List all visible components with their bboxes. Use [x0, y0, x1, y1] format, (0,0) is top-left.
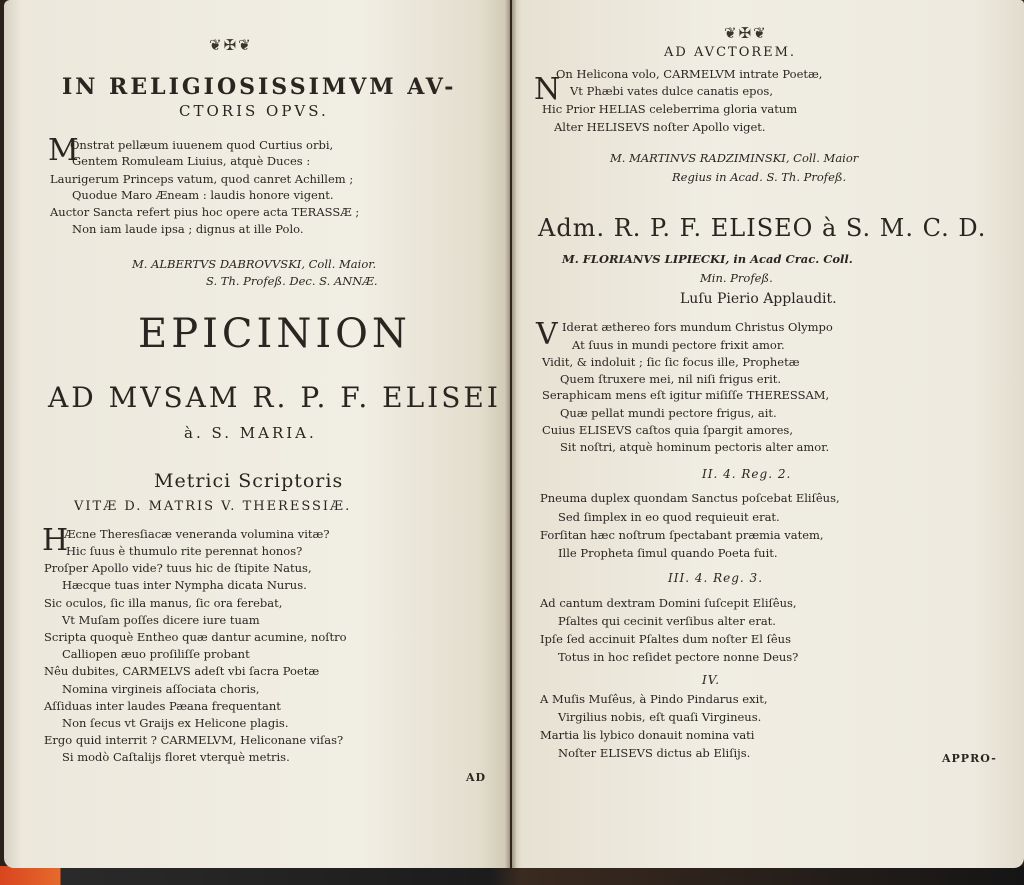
left-page: [4, 0, 510, 868]
poem2-line: Non ſecus vt Graijs ex Helicone plagis.: [62, 716, 289, 730]
poem6-line: Totus in hoc reſidet pectore nonne Deus?: [558, 650, 799, 664]
right-page: [512, 0, 1024, 868]
poem4-line: Seraphicam mens eſt igitur miſiſſe THERESSAM,: [542, 388, 830, 402]
poem4-line: Sit noſtri, atquè hominum pectoris alter amor.: [560, 440, 830, 454]
poem7-line: A Muſis Muſêus, à Pindo Pindarus exit,: [540, 692, 768, 706]
adm-heading: Adm. R. P. F. ELISEO à S. M. C. D.: [538, 214, 987, 242]
signature-2-line-2: Regius in Acad. S. Th. Profeß.: [672, 170, 847, 184]
ad-musam-heading: AD MVSAM R. P. F. ELISEI: [48, 381, 501, 414]
poem2-line: Nomina virgineis aſſociata choris,: [62, 682, 260, 696]
poem7-line: Virgilius nobis, eſt quaſi Virgineus.: [558, 710, 762, 724]
poem1-line: Auctor Sancta refert pius hoc opere acta TERASSÆ ;: [50, 205, 360, 219]
table-surface: [0, 866, 1024, 885]
poem3-line: Alter HELISEVS noſter Apollo viget.: [554, 120, 766, 134]
drop-initial-h: H: [42, 523, 69, 558]
book-gutter: [505, 0, 517, 868]
poem1-line: Laurigerum Princeps vatum, quod canret Achillem ;: [50, 172, 354, 186]
epicinion-heading: EPICINION: [138, 311, 411, 357]
ad-auctorem-heading: AD AVCTOREM.: [664, 45, 797, 60]
signature-2-line-1: M. MARTINVS RADZIMINSKI, Coll. Maior: [610, 151, 859, 165]
poem4-line: At ſuus in mundi pectore frixit amor.: [572, 338, 785, 352]
poem1-line: Non iam laude ipsa ; dignus at ille Polo.: [72, 222, 304, 236]
poem7-line: Noſter ELISEVS dictus ab Eliſijs.: [558, 746, 751, 760]
lusu-heading: Luſu Pierio Applaudit.: [680, 291, 837, 307]
ornament-left: ❦✠❦: [209, 36, 253, 54]
signature-3-line-2: Min. Profeß.: [700, 271, 773, 285]
catchword-right: APPRO-: [942, 752, 997, 765]
signature-1-line-2: S. Th. Profeß. Dec. S. ANNÆ.: [206, 274, 378, 288]
reference-1: II. 4. Reg. 2.: [702, 467, 792, 481]
a-maria-heading: à. S. MARIA.: [184, 424, 317, 442]
catchword-left: AD: [466, 771, 487, 784]
poem1-line: Quodue Maro Æneam : laudis honore vigent.: [72, 188, 334, 202]
poem2-line: Calliopen æuo proſiliſſe probant: [62, 647, 250, 661]
poem6-line: Pſaltes qui cecinit verſibus alter erat.: [558, 614, 776, 628]
title-line-1: IN RELIGIOSISSIMVM AV-: [62, 74, 457, 100]
poem6-line: Ad cantum dextram Domini ſuſcepit Eliſêus,: [540, 596, 797, 610]
poem3-line: Hic Prior HELIAS celeberrima gloria vatum: [542, 102, 798, 116]
poem5-line: Ille Propheta ſimul quando Poeta fuit.: [558, 546, 778, 560]
poem4-line: Vidit, & indoluit ; ſic ſic focus ille, Prophetæ: [542, 355, 800, 369]
poem4-line: Iderat æthereo fors mundum Christus Olympo: [562, 320, 833, 334]
reference-3: IV.: [702, 673, 721, 687]
poem2-line: Nêu dubites, CARMELVS adeſt vbi ſacra Poetæ: [44, 664, 320, 678]
poem2-line: Vt Muſam poſſes dicere iure tuam: [62, 613, 260, 627]
poem2-line: Proſper Apollo vide? tuus hic de ſtipite Natus,: [44, 561, 312, 575]
poem7-line: Martia lis lybico donauit nomina vati: [540, 728, 755, 742]
poem2-line: Hæcque tuas inter Nympha dicata Nurus.: [62, 578, 307, 592]
poem2-line: Aſſiduas inter laudes Pæana frequentant: [44, 699, 281, 713]
poem2-line: Scripta quoquè Entheo quæ dantur acumine, noſtro: [44, 630, 347, 644]
signature-1-line-1: M. ALBERTVS DABROVVSKI, Coll. Maior.: [132, 257, 377, 271]
poem5-line: Forſitan hæc noſtrum ſpectabant præmia vatem,: [540, 528, 824, 542]
poem5-line: Pneuma duplex quondam Sanctus poſcebat Eliſêus,: [540, 491, 840, 505]
poem2-line: Hic ſuus è thumulo rite perennat honos?: [66, 544, 303, 558]
poem2-line: Sic oculos, ſic illa manus, ſic ora ferebat,: [44, 596, 283, 610]
poem3-line: On Helicona volo, CARMELVM intrate Poetæ,: [556, 67, 823, 81]
metrici-heading: Metrici Scriptoris: [154, 470, 344, 492]
ornament-right: ❦✠❦: [724, 24, 768, 42]
poem4-line: Cuius ELISEVS caſtos quia ſpargit amores,: [542, 423, 793, 437]
bleed-through: [364, 98, 370, 113]
drop-initial-n: N: [534, 72, 561, 107]
poem2-line: Ergo quid interrit ? CARMELVM, Heliconane viſas?: [44, 733, 344, 747]
drop-initial-m: M: [48, 133, 79, 168]
poem5-line: Sed ſimplex in eo quod requieuit erat.: [558, 510, 780, 524]
reference-2: III. 4. Reg. 3.: [668, 571, 764, 585]
poem4-line: Quæ pellat mundi pectore frigus, ait.: [560, 406, 777, 420]
poem4-line: Quem ſtruxere mei, nil niſi frigus erit.: [560, 372, 782, 386]
signature-3-line-1: M. FLORIANVS LIPIECKI, in Acad Crac. Coll.: [562, 252, 853, 266]
poem3-line: Vt Phæbi vates dulce canatis epos,: [570, 84, 773, 98]
poem2-line: Si modò Caſtalijs floret vterquè metris.: [62, 750, 290, 764]
vitae-heading: VITÆ D. MATRIS V. THERESSIÆ.: [74, 499, 352, 514]
poem1-line: Onstrat pellæum iuuenem quod Curtius orbi,: [70, 138, 334, 152]
poem2-line: Æcne Theresſiacæ veneranda volumina vitæ?: [64, 527, 330, 541]
poem6-line: Ipſe ſed accinuit Pſaltes dum noſter El ſêus: [540, 632, 791, 646]
drop-initial-v: V: [536, 317, 558, 352]
poem1-line: Gentem Romuleam Liuius, atquè Duces :: [72, 154, 311, 168]
title-line-2: CTORIS OPVS.: [179, 102, 329, 120]
